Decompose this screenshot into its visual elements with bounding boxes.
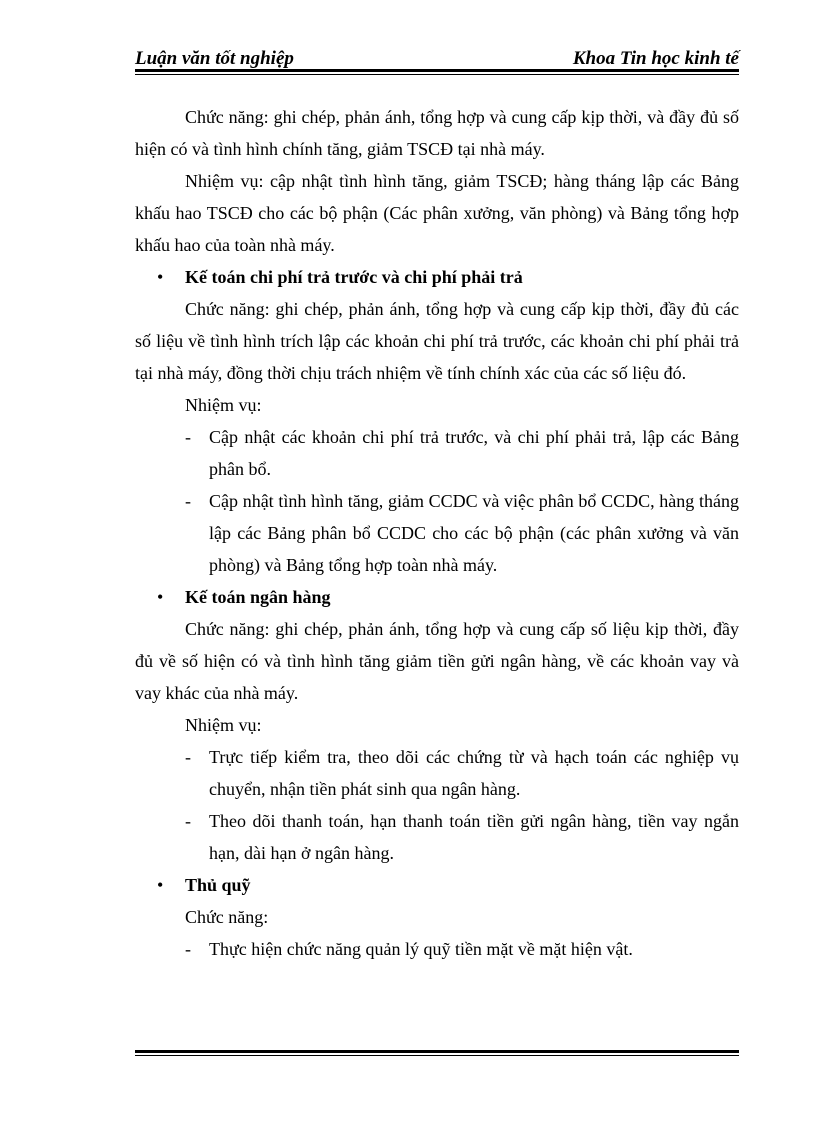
page-header: [135, 44, 739, 74]
bullet-icon: •: [157, 875, 164, 895]
section-heading-cashier: [135, 869, 739, 901]
document-body: [135, 101, 739, 965]
list-item-text: Trực tiếp kiểm tra, theo dõi các chứng từ và hạch toán các nghiệp vụ chuyển, nhận tiền phát sinh qua ngân hàng.: [209, 747, 739, 799]
list-item: [135, 741, 739, 805]
bullet-icon: •: [157, 587, 164, 607]
paragraph-function-bank: Chức năng: ghi chép, phản ánh, tổng hợp và cung cấp số liệu kịp thời, đầy đủ về số hiện có và tình hình tăng giảm tiền gửi ngân hàng, về các khoản vay và vay khác của nhà máy.: [135, 619, 739, 703]
list-item-text: Cập nhật tình hình tăng, giảm CCDC và việc phân bổ CCDC, hàng tháng lập các Bảng phân bổ CCDC cho các bộ phận (các phân xưởng và văn phòng) và Bảng tổng hợp toàn nhà máy.: [209, 491, 739, 575]
bullet-icon: •: [157, 267, 164, 287]
list-item-text: Thực hiện chức năng quản lý quỹ tiền mặt về mặt hiện vật.: [209, 939, 633, 959]
list-item: [135, 421, 739, 485]
header-thesis-title: Luận văn tốt nghiệp: [135, 48, 294, 69]
list-item-text: Cập nhật các khoản chi phí trả trước, và chi phí phải trả, lập các Bảng phân bổ.: [209, 427, 739, 479]
list-item: [135, 485, 739, 581]
section-heading-bank-accounting: [135, 581, 739, 613]
paragraph-tasks-label: Nhiệm vụ:: [185, 715, 262, 735]
paragraph-tasks-label: Nhiệm vụ:: [185, 395, 262, 415]
dash-icon: -: [185, 491, 191, 511]
paragraph-tasks-fixed-assets: Nhiệm vụ: cập nhật tình hình tăng, giảm TSCĐ; hàng tháng lập các Bảng khấu hao TSCĐ cho các bộ phận (Các phân xưởng, văn phòng) và Bảng tổng hợp khấu hao của toàn nhà máy.: [135, 171, 739, 255]
paragraph-function-prepaid: Chức năng: ghi chép, phản ánh, tổng hợp và cung cấp kịp thời, đầy đủ các số liệu về tình hình trích lập các khoản chi phí trả trước, các khoản chi phí phải trả tại nhà máy, đồng thời chịu trách nhiệm về tính chính xác của các số liệu đó.: [135, 299, 739, 383]
list-item: [135, 805, 739, 869]
paragraph-function-label: Chức năng:: [185, 907, 269, 927]
page-footer: [135, 1050, 739, 1060]
header-faculty: Khoa Tin học kinh tế: [572, 48, 739, 69]
dash-icon: -: [185, 747, 191, 767]
paragraph-function-fixed-assets: Chức năng: ghi chép, phản ánh, tổng hợp và cung cấp kịp thời, và đầy đủ số hiện có và tình hình chính tăng, giảm TSCĐ tại nhà máy.: [135, 107, 739, 159]
section-heading-prepaid-expenses: [135, 261, 739, 293]
dash-icon: -: [185, 427, 191, 447]
section-heading-text: Kế toán ngân hàng: [185, 587, 331, 607]
list-item: [135, 933, 739, 965]
header-rule-thin: [135, 74, 739, 75]
footer-rule-thick: [135, 1050, 739, 1053]
list-item-text: Theo dõi thanh toán, hạn thanh toán tiền gửi ngân hàng, tiền vay ngắn hạn, dài hạn ở ngân hàng.: [209, 811, 739, 863]
dash-icon: -: [185, 939, 191, 959]
header-rule-thick: [135, 69, 739, 72]
footer-rule-thin: [135, 1055, 739, 1056]
dash-icon: -: [185, 811, 191, 831]
section-heading-text: Thủ quỹ: [185, 875, 251, 895]
section-heading-text: Kế toán chi phí trả trước và chi phí phải trả: [185, 267, 523, 287]
